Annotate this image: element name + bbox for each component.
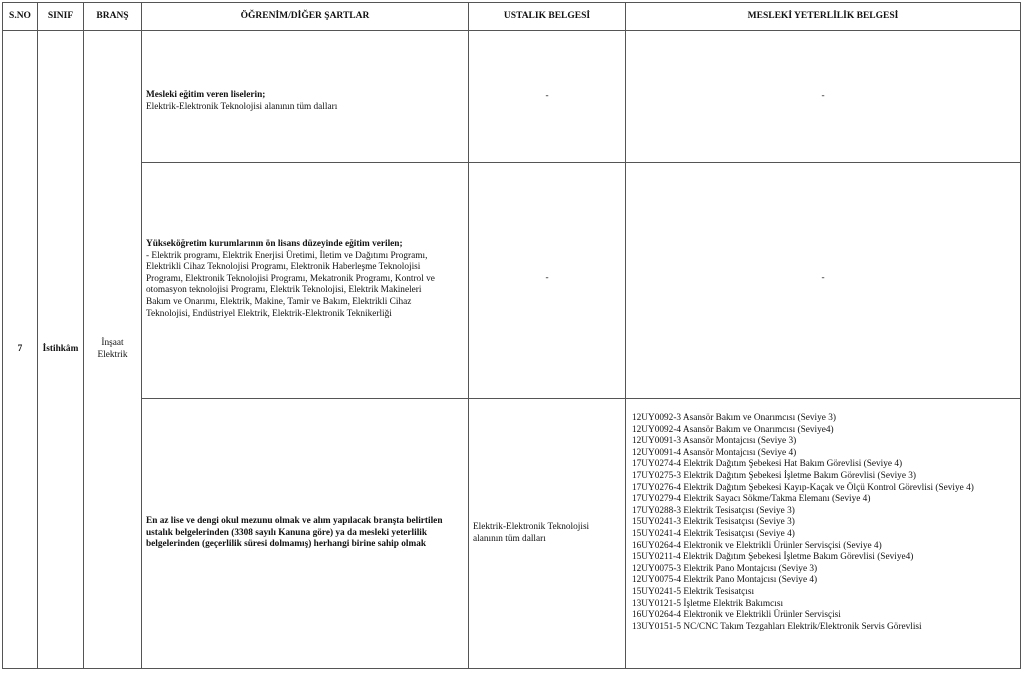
requirement-2-line: Elektrikli Cihaz Teknolojisi Programı, Elektronik Haberleşme Teknolojisi — [146, 262, 421, 273]
certificate-item: 17UY0275-3 Elektrik Dağıtım Şebekesi İşletme Bakım Görevlisi (Seviye 3) — [632, 470, 917, 481]
requirement-2 — [142, 163, 469, 399]
certificate-item: 15UY0241-4 Elektrik Tesisatçısı (Seviye 4) — [632, 528, 795, 539]
requirement-1-title: Mesleki eğitim veren liselerin; — [146, 89, 266, 100]
requirement-2-line: otomasyon teknolojisi Programı, Elektrik Teknolojisi, Elektrik Makineleri — [146, 285, 422, 296]
ustalik-2-value: - — [545, 273, 549, 283]
certificate-item: 12UY0092-3 Asansör Bakım ve Onarımcısı (Seviye 3) — [632, 413, 836, 423]
header-mesleki: MESLEKİ YETERLİLİK BELGESİ — [626, 3, 1021, 31]
certificate-item: 16UY0264-4 Elektronik ve Elektrikli Ürünler Servisçisi — [632, 610, 841, 621]
table-row — [3, 163, 1021, 399]
ustalik-3-line-2: alanının tüm dalları — [473, 533, 546, 544]
certificate-item: 17UY0288-3 Elektrik Tesisatçısı (Seviye 3) — [632, 505, 795, 516]
requirement-1 — [142, 31, 469, 163]
ustalik-1: - — [469, 31, 626, 163]
mesleki-2-value: - — [821, 273, 825, 283]
header-sinif: SINIF — [38, 3, 84, 31]
certificate-item: 13UY0151-5 NC/CNC Takım Tezgahları Elektrik/Elektronik Servis Görevlisi — [632, 621, 922, 632]
header-brans: BRANŞ — [84, 3, 142, 31]
requirement-3-line: belgelerinden (geçerlilik süresi dolmamış) herhangi birine sahip olmak — [146, 539, 427, 550]
certificate-item: 12UY0075-3 Elektrik Pano Montajcısı (Seviye 3) — [632, 563, 818, 574]
requirement-3 — [142, 399, 469, 669]
table-row — [3, 31, 1021, 163]
brans-cell — [84, 31, 142, 669]
header-ogrenim: ÖĞRENİM/DİĞER ŞARTLAR — [142, 3, 469, 31]
ustalik-3-line-1: Elektrik-Elektronik Teknolojisi — [473, 521, 590, 532]
brans-line-1: İnşaat — [101, 337, 124, 348]
requirement-3-line: En az lise ve dengi okul mezunu olmak ve alım yapılacak branşta belirtilen — [146, 516, 443, 527]
mesleki-2 — [626, 163, 1021, 399]
certificate-item: 12UY0091-4 Asansör Montajcısı (Seviye 4) — [632, 447, 797, 458]
requirement-2-line: Teknolojisi, Endüstriyel Elektrik, Elektrik-Elektronik Teknikerliği — [146, 308, 392, 319]
requirement-2-line: Bakım ve Onarımı, Elektrik, Makine, Tamir ve Bakım, Elektrikli Cihaz — [146, 296, 412, 307]
requirement-1-body: Elektrik-Elektronik Teknolojisi alanının tüm dalları — [146, 101, 338, 112]
certificate-item: 13UY0121-5 İşletme Elektrik Bakımcısı — [632, 598, 784, 609]
certificate-item: 17UY0276-4 Elektrik Dağıtım Şebekesi Kayıp-Kaçak ve Ölçü Kontrol Görevlisi (Seviye 4) — [632, 482, 974, 493]
certificate-item: 12UY0091-3 Asansör Montajcısı (Seviye 3) — [632, 436, 797, 447]
sno-cell: 7 — [3, 31, 38, 669]
brans-line-2: Elektrik — [97, 349, 128, 360]
mesleki-1: - — [626, 31, 1021, 163]
ustalik-3 — [469, 399, 626, 669]
header-sno: S.NO — [3, 3, 38, 31]
table-row — [3, 399, 1021, 669]
certificate-item: 17UY0274-4 Elektrik Dağıtım Şebekesi Hat Bakım Görevlisi (Seviye 4) — [632, 459, 903, 470]
certificate-item: 17UY0279-4 Elektrik Sayacı Sökme/Takma Elemanı (Seviye 4) — [632, 494, 871, 505]
header-row — [3, 3, 1021, 31]
requirement-2-title: Yükseköğretim kurumlarının ön lisans düzeyinde eğitim verilen; — [146, 239, 403, 249]
certificate-item: 12UY0092-4 Asansör Bakım ve Onarımcısı (Seviye4) — [632, 424, 834, 435]
sinif-cell: İstihkâm — [38, 31, 84, 669]
requirement-3-line: ustalık belgelerinden (3308 sayılı Kanuna göre) ya da mesleki yeterlilik — [146, 527, 428, 538]
requirements-table — [2, 2, 1021, 669]
requirement-2-line: - Elektrik programı, Elektrik Enerjisi Üretimi, İletim ve Dağıtımı Programı, — [146, 250, 428, 261]
certificate-item: 16UY0264-4 Elektronik ve Elektrikli Ürünler Servisçisi (Seviye 4) — [632, 540, 882, 551]
certificate-item: 15UY0241-5 Elektrik Tesisatçısı — [632, 586, 755, 597]
ustalik-2 — [469, 163, 626, 399]
header-ustalik: USTALIK BELGESİ — [469, 3, 626, 31]
certificate-item: 15UY0211-4 Elektrik Dağıtım Şebekesi İşletme Bakım Görevlisi (Seviye4) — [632, 552, 914, 563]
certificate-item: 12UY0075-4 Elektrik Pano Montajcısı (Seviye 4) — [632, 575, 818, 586]
mesleki-3 — [626, 399, 1021, 669]
certificate-item: 15UY0241-3 Elektrik Tesisatçısı (Seviye 3) — [632, 517, 795, 528]
requirement-2-line: Programı, Elektronik Teknolojisi Programı, Mekatronik Programı, Kontrol ve — [146, 273, 435, 284]
